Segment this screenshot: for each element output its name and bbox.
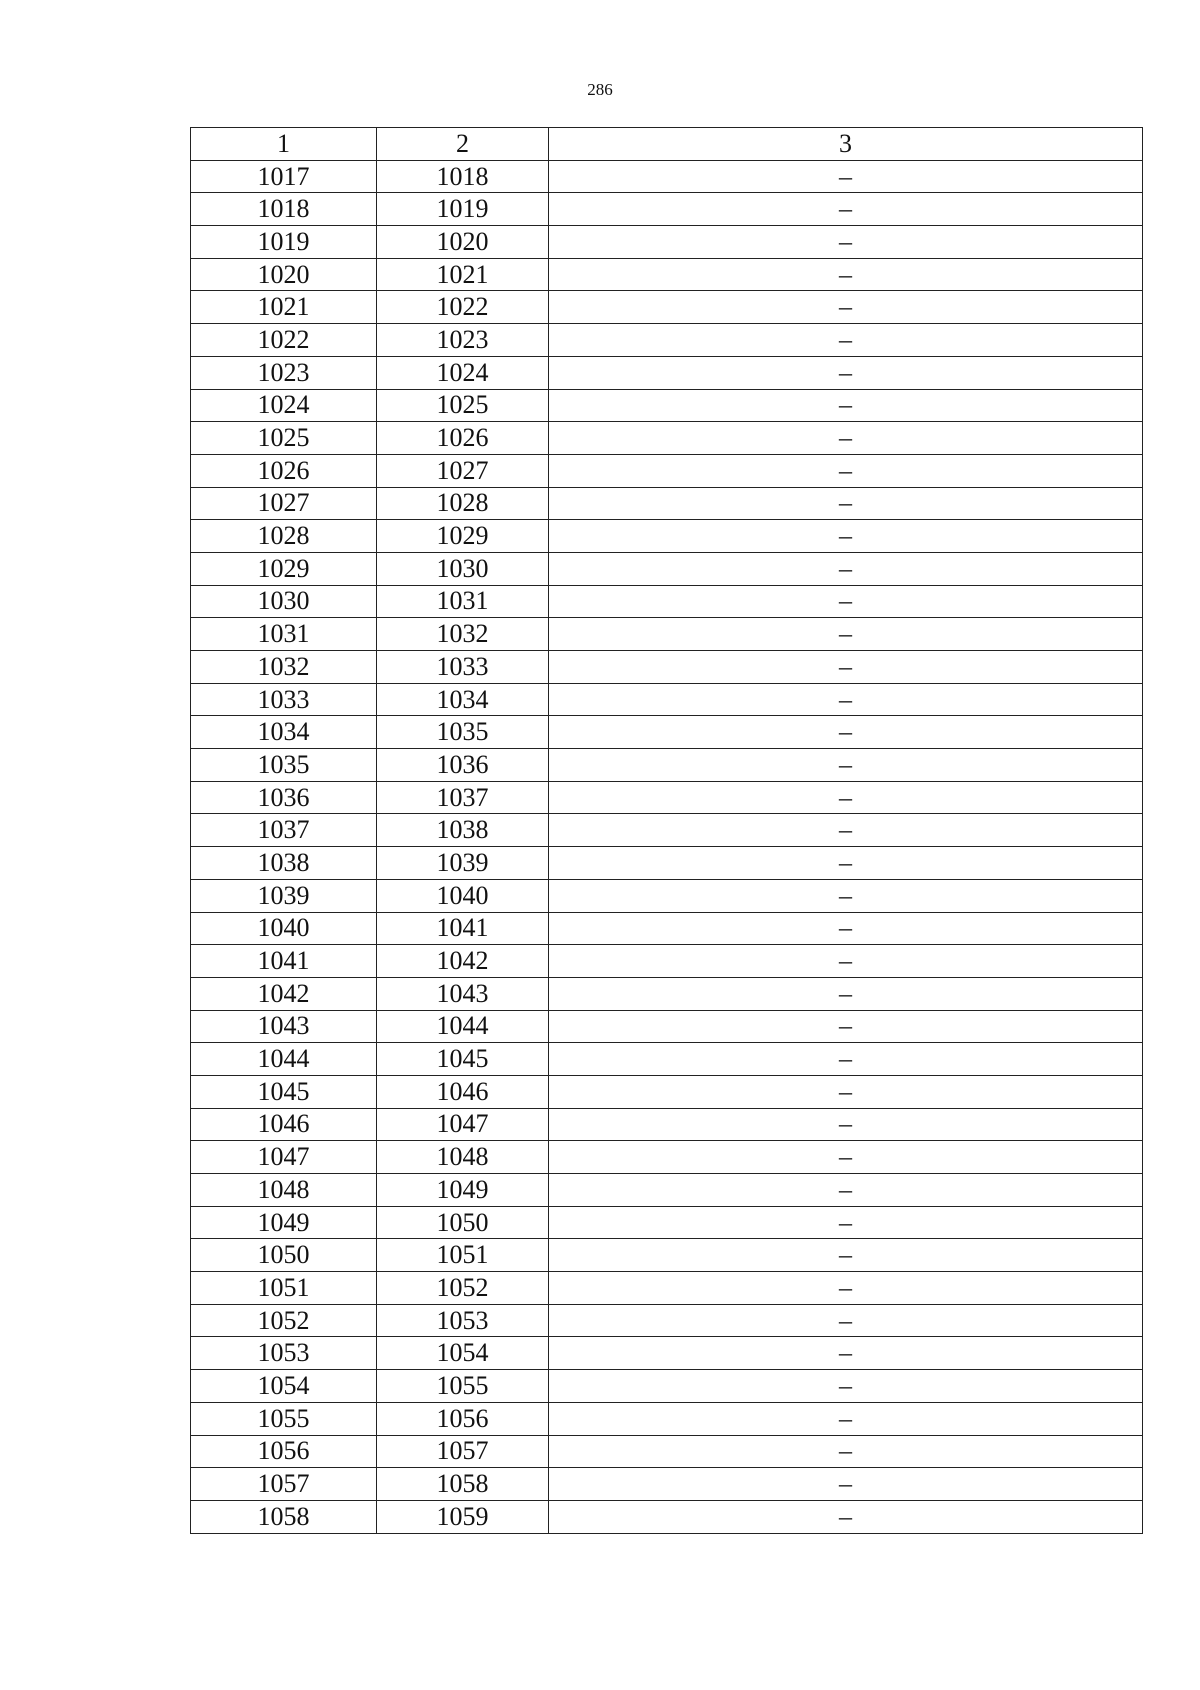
table-cell-col-2: 1051 bbox=[377, 1239, 549, 1272]
table-row bbox=[191, 552, 1143, 585]
table-row bbox=[191, 160, 1143, 193]
table-cell-col-1: 1034 bbox=[191, 716, 377, 749]
table-row bbox=[191, 814, 1143, 847]
table-cell-col-2: 1026 bbox=[377, 422, 549, 455]
table-cell-col-3: – bbox=[549, 389, 1143, 422]
table-cell-col-2: 1024 bbox=[377, 356, 549, 389]
table-cell-col-1: 1038 bbox=[191, 847, 377, 880]
table-row bbox=[191, 226, 1143, 259]
table-cell-col-1: 1035 bbox=[191, 749, 377, 782]
table-row bbox=[191, 487, 1143, 520]
table-cell-col-3: – bbox=[549, 454, 1143, 487]
table-cell-col-2: 1036 bbox=[377, 749, 549, 782]
table-cell-col-1: 1058 bbox=[191, 1500, 377, 1533]
table-row bbox=[191, 1010, 1143, 1043]
table-cell-col-1: 1025 bbox=[191, 422, 377, 455]
table-row bbox=[191, 651, 1143, 684]
table-cell-col-1: 1054 bbox=[191, 1370, 377, 1403]
table-row bbox=[191, 1206, 1143, 1239]
table-row bbox=[191, 879, 1143, 912]
table-cell-col-1: 1032 bbox=[191, 651, 377, 684]
table-cell-col-3: – bbox=[549, 1337, 1143, 1370]
table-cell-col-3: – bbox=[549, 1304, 1143, 1337]
table-cell-col-1: 1033 bbox=[191, 683, 377, 716]
table-row bbox=[191, 1075, 1143, 1108]
table-cell-col-2: 1030 bbox=[377, 552, 549, 585]
table-cell-col-3: – bbox=[549, 1043, 1143, 1076]
table-cell-col-1: 1018 bbox=[191, 193, 377, 226]
table-row bbox=[191, 716, 1143, 749]
table-cell-col-1: 1022 bbox=[191, 324, 377, 357]
table-cell-col-1: 1020 bbox=[191, 258, 377, 291]
table-cell-col-3: – bbox=[549, 879, 1143, 912]
table-body bbox=[191, 160, 1143, 1533]
table-row bbox=[191, 454, 1143, 487]
table-cell-col-2: 1057 bbox=[377, 1435, 549, 1468]
table-cell-col-1: 1029 bbox=[191, 552, 377, 585]
table-cell-col-1: 1043 bbox=[191, 1010, 377, 1043]
table-cell-col-3: – bbox=[549, 160, 1143, 193]
table-row bbox=[191, 977, 1143, 1010]
table-cell-col-3: – bbox=[549, 552, 1143, 585]
table-cell-col-2: 1022 bbox=[377, 291, 549, 324]
table-cell-col-3: – bbox=[549, 226, 1143, 259]
table-row bbox=[191, 520, 1143, 553]
table-cell-col-1: 1019 bbox=[191, 226, 377, 259]
table-cell-col-3: – bbox=[549, 1108, 1143, 1141]
table-row bbox=[191, 585, 1143, 618]
table-cell-col-1: 1050 bbox=[191, 1239, 377, 1272]
table-cell-col-3: – bbox=[549, 487, 1143, 520]
table-cell-col-1: 1040 bbox=[191, 912, 377, 945]
table-cell-col-2: 1019 bbox=[377, 193, 549, 226]
table-row bbox=[191, 1043, 1143, 1076]
data-table bbox=[190, 127, 1143, 1534]
table-cell-col-1: 1052 bbox=[191, 1304, 377, 1337]
table-cell-col-2: 1028 bbox=[377, 487, 549, 520]
table-row bbox=[191, 749, 1143, 782]
table-row bbox=[191, 1174, 1143, 1207]
table-cell-col-2: 1020 bbox=[377, 226, 549, 259]
table-row bbox=[191, 258, 1143, 291]
table-cell-col-2: 1038 bbox=[377, 814, 549, 847]
table-cell-col-3: – bbox=[549, 912, 1143, 945]
table-cell-col-1: 1039 bbox=[191, 879, 377, 912]
table-row bbox=[191, 1500, 1143, 1533]
table-cell-col-3: – bbox=[549, 585, 1143, 618]
table-cell-col-2: 1029 bbox=[377, 520, 549, 553]
table-cell-col-2: 1025 bbox=[377, 389, 549, 422]
table-cell-col-3: – bbox=[549, 618, 1143, 651]
table-cell-col-2: 1044 bbox=[377, 1010, 549, 1043]
table-cell-col-1: 1051 bbox=[191, 1272, 377, 1305]
table-cell-col-2: 1056 bbox=[377, 1402, 549, 1435]
table-cell-col-3: – bbox=[549, 1239, 1143, 1272]
table-cell-col-1: 1056 bbox=[191, 1435, 377, 1468]
table-cell-col-2: 1035 bbox=[377, 716, 549, 749]
table-cell-col-3: – bbox=[549, 1075, 1143, 1108]
table-cell-col-2: 1031 bbox=[377, 585, 549, 618]
table-row bbox=[191, 618, 1143, 651]
table-cell-col-2: 1053 bbox=[377, 1304, 549, 1337]
table-cell-col-1: 1021 bbox=[191, 291, 377, 324]
page-number: 286 bbox=[587, 80, 613, 99]
table-cell-col-3: – bbox=[549, 749, 1143, 782]
table-cell-col-2: 1045 bbox=[377, 1043, 549, 1076]
table-cell-col-2: 1050 bbox=[377, 1206, 549, 1239]
table-row bbox=[191, 291, 1143, 324]
table-row bbox=[191, 781, 1143, 814]
table-cell-col-1: 1053 bbox=[191, 1337, 377, 1370]
table-row bbox=[191, 1337, 1143, 1370]
table-cell-col-2: 1054 bbox=[377, 1337, 549, 1370]
table-cell-col-3: – bbox=[549, 1206, 1143, 1239]
table-cell-col-3: – bbox=[549, 945, 1143, 978]
table-cell-col-1: 1037 bbox=[191, 814, 377, 847]
table-cell-col-3: – bbox=[549, 847, 1143, 880]
table-row bbox=[191, 912, 1143, 945]
table-cell-col-1: 1046 bbox=[191, 1108, 377, 1141]
table-cell-col-1: 1027 bbox=[191, 487, 377, 520]
table-row bbox=[191, 945, 1143, 978]
table-cell-col-2: 1023 bbox=[377, 324, 549, 357]
table-cell-col-3: – bbox=[549, 1435, 1143, 1468]
table-cell-col-1: 1028 bbox=[191, 520, 377, 553]
table-cell-col-2: 1033 bbox=[377, 651, 549, 684]
table-cell-col-1: 1042 bbox=[191, 977, 377, 1010]
table-cell-col-2: 1043 bbox=[377, 977, 549, 1010]
table-cell-col-1: 1030 bbox=[191, 585, 377, 618]
table-cell-col-1: 1041 bbox=[191, 945, 377, 978]
table-cell-col-2: 1058 bbox=[377, 1468, 549, 1501]
table-cell-col-3: – bbox=[549, 356, 1143, 389]
table-cell-col-2: 1055 bbox=[377, 1370, 549, 1403]
table-cell-col-2: 1037 bbox=[377, 781, 549, 814]
table-cell-col-1: 1036 bbox=[191, 781, 377, 814]
table-row bbox=[191, 1108, 1143, 1141]
table-row bbox=[191, 1272, 1143, 1305]
table-cell-col-3: – bbox=[549, 1500, 1143, 1533]
table-cell-col-1: 1057 bbox=[191, 1468, 377, 1501]
table-row bbox=[191, 1239, 1143, 1272]
table-cell-col-3: – bbox=[549, 1174, 1143, 1207]
table-cell-col-3: – bbox=[549, 193, 1143, 226]
table-cell-col-1: 1023 bbox=[191, 356, 377, 389]
table-row bbox=[191, 1370, 1143, 1403]
table-row bbox=[191, 356, 1143, 389]
table-row bbox=[191, 422, 1143, 455]
table-row bbox=[191, 683, 1143, 716]
table-cell-col-3: – bbox=[549, 324, 1143, 357]
table-cell-col-3: – bbox=[549, 520, 1143, 553]
table-cell-col-2: 1040 bbox=[377, 879, 549, 912]
data-table-container bbox=[190, 127, 1142, 1534]
table-row bbox=[191, 1304, 1143, 1337]
table-cell-col-3: – bbox=[549, 814, 1143, 847]
table-cell-col-3: – bbox=[549, 1402, 1143, 1435]
table-cell-col-2: 1027 bbox=[377, 454, 549, 487]
table-cell-col-1: 1026 bbox=[191, 454, 377, 487]
table-row bbox=[191, 324, 1143, 357]
table-cell-col-1: 1047 bbox=[191, 1141, 377, 1174]
table-header-row bbox=[191, 128, 1143, 161]
table-cell-col-1: 1055 bbox=[191, 1402, 377, 1435]
table-cell-col-1: 1031 bbox=[191, 618, 377, 651]
table-row bbox=[191, 1141, 1143, 1174]
table-row bbox=[191, 847, 1143, 880]
table-cell-col-2: 1049 bbox=[377, 1174, 549, 1207]
table-cell-col-2: 1034 bbox=[377, 683, 549, 716]
table-cell-col-1: 1044 bbox=[191, 1043, 377, 1076]
table-cell-col-3: – bbox=[549, 422, 1143, 455]
table-cell-col-3: – bbox=[549, 291, 1143, 324]
table-cell-col-2: 1041 bbox=[377, 912, 549, 945]
table-cell-col-1: 1024 bbox=[191, 389, 377, 422]
table-cell-col-3: – bbox=[549, 1468, 1143, 1501]
table-cell-col-2: 1021 bbox=[377, 258, 549, 291]
table-cell-col-2: 1048 bbox=[377, 1141, 549, 1174]
table-cell-col-3: – bbox=[549, 258, 1143, 291]
table-cell-col-3: – bbox=[549, 683, 1143, 716]
table-row bbox=[191, 389, 1143, 422]
column-header-2: 2 bbox=[377, 128, 549, 161]
table-cell-col-2: 1018 bbox=[377, 160, 549, 193]
table-row bbox=[191, 1468, 1143, 1501]
table-cell-col-3: – bbox=[549, 716, 1143, 749]
column-header-1: 1 bbox=[191, 128, 377, 161]
table-cell-col-2: 1047 bbox=[377, 1108, 549, 1141]
table-cell-col-3: – bbox=[549, 651, 1143, 684]
table-row bbox=[191, 1402, 1143, 1435]
table-cell-col-1: 1017 bbox=[191, 160, 377, 193]
table-row bbox=[191, 1435, 1143, 1468]
table-cell-col-2: 1046 bbox=[377, 1075, 549, 1108]
table-cell-col-3: – bbox=[549, 781, 1143, 814]
table-cell-col-3: – bbox=[549, 1272, 1143, 1305]
table-cell-col-2: 1032 bbox=[377, 618, 549, 651]
table-cell-col-2: 1039 bbox=[377, 847, 549, 880]
table-cell-col-1: 1045 bbox=[191, 1075, 377, 1108]
table-cell-col-2: 1052 bbox=[377, 1272, 549, 1305]
table-cell-col-3: – bbox=[549, 1370, 1143, 1403]
column-header-3: 3 bbox=[549, 128, 1143, 161]
table-cell-col-3: – bbox=[549, 1010, 1143, 1043]
table-cell-col-3: – bbox=[549, 977, 1143, 1010]
table-cell-col-2: 1059 bbox=[377, 1500, 549, 1533]
table-cell-col-3: – bbox=[549, 1141, 1143, 1174]
table-cell-col-1: 1048 bbox=[191, 1174, 377, 1207]
table-cell-col-1: 1049 bbox=[191, 1206, 377, 1239]
table-cell-col-2: 1042 bbox=[377, 945, 549, 978]
table-row bbox=[191, 193, 1143, 226]
